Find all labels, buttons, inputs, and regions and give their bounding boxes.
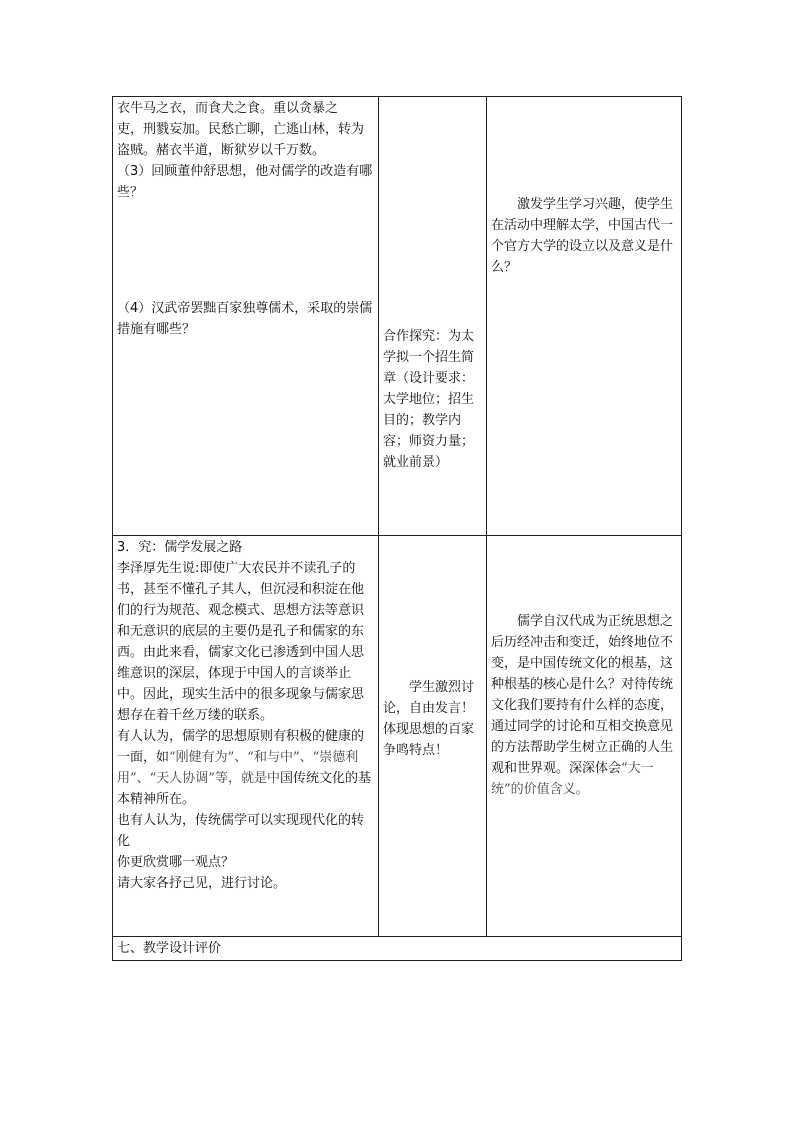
- intent-part: 儒学自汉代成为正统思想之后历经冲击和变迁，始终地位不变，是中国传统文化的根基，这种根基的核心是什么？对待传统文化我们要持有什么样的态度，通过同学的讨论和互相交换意见的方法帮助学生树立正确的人生观和世界观。深深体会: [491, 614, 674, 776]
- passage-line: 吏，刑戮妄加。民愁亡聊，亡逃山林，转为: [117, 122, 365, 137]
- section-cell: [113, 937, 682, 961]
- passage-line: 盗贼。赭衣半道，断狱岁以千万数。: [117, 143, 326, 158]
- intent-text: 激发学生学习兴趣，使学生在活动中理解太学，中国古代一个官方大学的设立以及意义是什么？: [491, 197, 674, 275]
- intent-cell: [487, 97, 682, 536]
- activity-cell: [379, 97, 487, 536]
- paragraph-part: 国传统文化的基本精神所在。: [117, 771, 371, 807]
- paragraph: 请大家各抒己见，进行讨论。: [117, 876, 287, 891]
- paragraph-part: 有人认为，儒学的思想原则有积极的健康的一面，如: [117, 729, 365, 765]
- question-3: （3）回顾董仲舒思想，他对儒学的改造有哪些？: [117, 164, 373, 200]
- intent-text: [491, 611, 677, 800]
- content-cell: [113, 97, 379, 536]
- activity-text: 合作探究：为太学拟一个招生简章（设计要求：太学地位；招生目的；教学内容；师资力量；就业前景）: [383, 329, 475, 470]
- section-title: 七、教学设计评价: [117, 941, 222, 956]
- paragraph: 你更欣赏哪一观点？: [117, 855, 235, 870]
- paragraph: 李泽厚先生说:即使广大农民并不读孔子的书，甚至不懂孔子其人，但沉浸和积淀在他们的行为规范、观念模式、思想方法等意识和无意识的底层的主要仍是孔子和儒家的东西。由此来看，儒家文化已渗透到中国人思维意识的深层，体现于中国人的言谈举止中。因此，现实生活中的很多现象与儒家思想存在着千丝万缕的联系。: [117, 561, 365, 723]
- table-row: [113, 97, 682, 536]
- content-cell: [113, 536, 379, 937]
- passage-line: 衣牛马之衣，而食犬之食。重以贪暴之: [117, 101, 339, 116]
- table-row: [113, 536, 682, 937]
- activity-text: 学生激烈讨论，自由发言！体现思想的百家争鸣特点！: [383, 680, 475, 758]
- intent-cell: [487, 536, 682, 937]
- activity-cell: [379, 536, 487, 937]
- paragraph-quote: “刚健有为”、“和与中”、“崇德利用”、“天人协调”等，就是中: [117, 750, 359, 786]
- table-row: [113, 937, 682, 961]
- paragraph: 也有人认为，传统儒学可以实现现代化的转化: [117, 813, 365, 849]
- paragraph: [117, 726, 374, 810]
- lesson-plan-table: [112, 96, 682, 961]
- question-4: （4）汉武帝罢黜百家独尊儒术，采取的崇儒措施有哪些？: [117, 301, 373, 337]
- section-heading: 3．究：儒学发展之路: [117, 540, 243, 555]
- intent-quote: “大一统”的价值含义。: [491, 761, 654, 797]
